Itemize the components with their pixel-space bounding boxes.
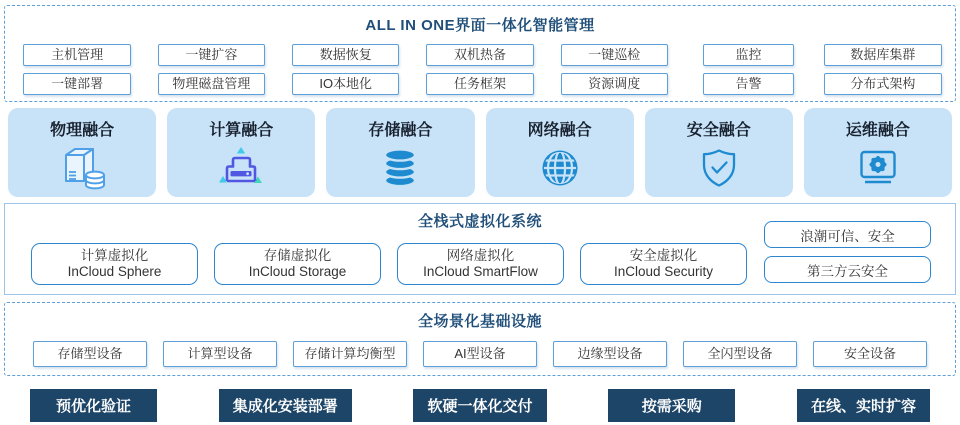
monitoring-button: 监控	[703, 44, 794, 66]
security-fusion-card	[645, 108, 793, 197]
edge-device-box: 边缘型设备	[553, 341, 667, 367]
virtualization-panel	[4, 203, 956, 295]
io-localization-button: IO本地化	[292, 73, 399, 95]
globe-icon	[486, 141, 634, 195]
integrated-install-deploy-button: 集成化安装部署	[219, 389, 352, 422]
delivery-row	[0, 389, 960, 422]
incloud-smartflow-label: InCloud SmartFlow	[423, 264, 538, 279]
storage-fusion-label: 存储融合	[368, 122, 433, 139]
incloud-smartflow-box	[397, 243, 564, 285]
fusion-band	[8, 108, 952, 197]
physical-fusion-card	[8, 108, 156, 197]
storage-virtualization-label: 存储虚拟化	[263, 247, 332, 263]
monitor-gear-icon	[804, 141, 952, 195]
host-management-button: 主机管理	[23, 44, 130, 66]
management-panel	[4, 5, 956, 102]
incloud-sphere-label: InCloud Sphere	[67, 264, 162, 279]
pre-optimization-validation-button: 预优化验证	[30, 389, 157, 422]
hw-sw-integrated-delivery-button: 软硬一体化交付	[413, 389, 546, 422]
incloud-security-label: InCloud Security	[613, 264, 714, 279]
on-demand-purchase-button: 按需采购	[608, 389, 735, 422]
database-icon	[326, 141, 474, 195]
trusted-security-box: 浪潮可信、安全	[764, 221, 931, 248]
incloud-storage-label: InCloud Storage	[248, 264, 347, 279]
distributed-architecture-button: 分布式架构	[824, 73, 942, 95]
compute-device-box: 计算型设备	[163, 341, 277, 367]
network-fusion-label: 网络融合	[527, 122, 592, 139]
physical-disk-management-button: 物理磁盘管理	[158, 73, 265, 95]
storage-device-box: 存储型设备	[33, 341, 147, 367]
compute-virtualization-label: 计算虚拟化	[80, 247, 149, 263]
dual-machine-hot-standby-button: 双机热备	[426, 44, 533, 66]
security-fusion-label: 安全融合	[686, 122, 751, 139]
server-storage-icon	[8, 141, 156, 195]
ops-fusion-card	[804, 108, 952, 197]
one-key-expand-button: 一键扩容	[158, 44, 265, 66]
compute-node-icon	[167, 141, 315, 195]
network-fusion-card	[486, 108, 634, 197]
physical-fusion-label: 物理融合	[50, 122, 115, 139]
security-virtualization-label: 安全虚拟化	[629, 247, 698, 263]
resource-scheduling-button: 资源调度	[561, 73, 668, 95]
virtualization-side-column	[764, 221, 931, 283]
storage-compute-balanced-box: 存储计算均衡型	[293, 341, 407, 367]
infrastructure-title: 全场景化基础设施	[417, 313, 542, 330]
one-key-deploy-button: 一键部署	[23, 73, 130, 95]
incloud-security-box	[580, 243, 747, 285]
ai-device-box: AI型设备	[423, 341, 537, 367]
shield-check-icon	[645, 141, 793, 195]
third-party-cloud-security-box: 第三方云安全	[764, 256, 931, 283]
management-row-1	[5, 44, 955, 66]
online-realtime-expansion-button: 在线、实时扩容	[797, 389, 930, 422]
ops-fusion-label: 运维融合	[845, 122, 910, 139]
management-title: ALL IN ONE界面一体化智能管理	[365, 17, 595, 34]
infrastructure-panel	[4, 302, 956, 376]
data-recovery-button: 数据恢复	[292, 44, 399, 66]
management-row-2	[5, 73, 955, 95]
one-key-inspection-button: 一键巡检	[561, 44, 668, 66]
all-flash-device-box: 全闪型设备	[683, 341, 797, 367]
database-cluster-button: 数据库集群	[824, 44, 942, 66]
virtualization-title: 全栈式虚拟化系统	[417, 213, 542, 230]
infrastructure-row	[5, 341, 955, 367]
security-device-box: 安全设备	[813, 341, 927, 367]
compute-fusion-label: 计算融合	[209, 122, 274, 139]
compute-fusion-card	[167, 108, 315, 197]
network-virtualization-label: 网络虚拟化	[446, 247, 515, 263]
incloud-storage-box	[214, 243, 381, 285]
virtualization-products	[31, 243, 747, 285]
storage-fusion-card	[326, 108, 474, 197]
alerting-button: 告警	[703, 73, 794, 95]
incloud-sphere-box	[31, 243, 198, 285]
task-framework-button: 任务框架	[426, 73, 533, 95]
